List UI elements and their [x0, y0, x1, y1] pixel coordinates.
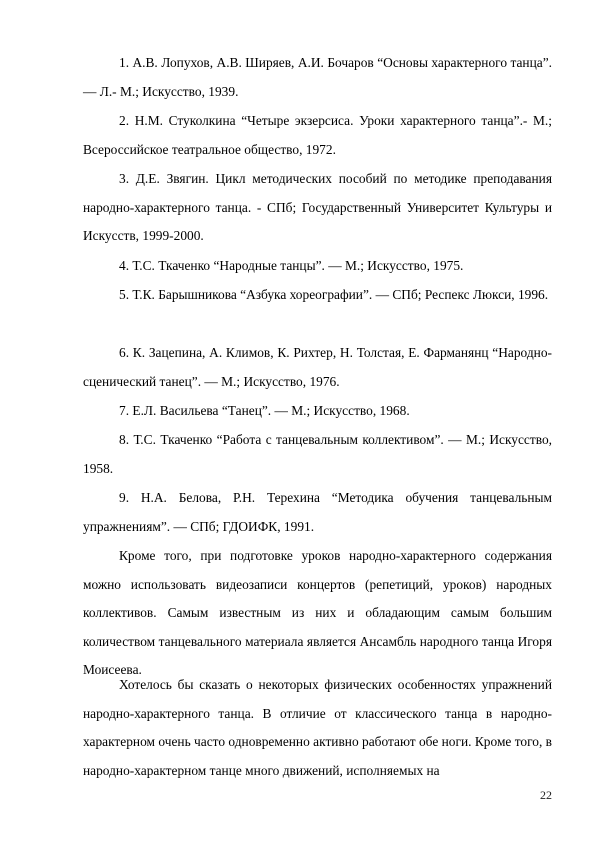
body-paragraph-2: Хотелось бы сказать о некоторых физических особенностях упражнений народно-характерного танца. В отличие от классического танца в народно-характерном очень часто одновременно активно работают обе ноги. Кроме того, в народно-характерном танце много движений, исполняемых на: [83, 677, 552, 778]
reference-item-7: 7. Е.Л. Васильева “Танец”. — М.; Искусство, 1968.: [119, 403, 410, 418]
reference-item-6: 6. К. Зацепина, А. Климов, К. Рихтер, Н. Толстая, Е. Фарманянц “Народно-сценический танец”. — М.; Искусство, 1976.: [83, 345, 552, 389]
page-number: 22: [540, 788, 552, 802]
reference-item-1: 1. А.В. Лопухов, А.В. Ширяев, А.И. Бочаров “Основы характерного танца”. — Л.- М.; Искусство, 1939.: [83, 55, 552, 99]
reference-item-8: 8. Т.С. Ткаченко “Работа с танцевальным коллективом”. — М.; Искусство, 1958.: [83, 432, 552, 476]
reference-item-5: 5. Т.К. Барышникова “Азбука хореографии”. — СПб; Респекс Люкси, 1996.: [119, 287, 549, 302]
reference-item-3: 3. Д.Е. Звягин. Цикл методических пособий по методике преподавания народно-характерного танца. - СПб; Государственный Университет Культуры и Искусств, 1999-2000.: [83, 171, 552, 244]
reference-item-2: 2. Н.М. Стуколкина “Четыре экзерсиса. Уроки характерного танца”.- М.; Всероссийское театральное общество, 1972.: [83, 113, 552, 157]
reference-item-4: 4. Т.С. Ткаченко “Народные танцы”. — М.; Искусство, 1975.: [119, 258, 464, 273]
reference-item-9: 9. Н.А. Белова, Р.Н. Терехина “Методика обучения танцевальным упражнениям”. — СПб; ГДОИФК, 1991.: [83, 490, 552, 534]
body-paragraph-1: Кроме того, при подготовке уроков народно-характерного содержания можно использовать видеозаписи концертов (репетиций, уроков) народных коллективов. Самым известным из них и обладающим самым большим количеством танцевального материала является Ансамбль народного танца Игоря Моисеева.: [83, 548, 552, 678]
